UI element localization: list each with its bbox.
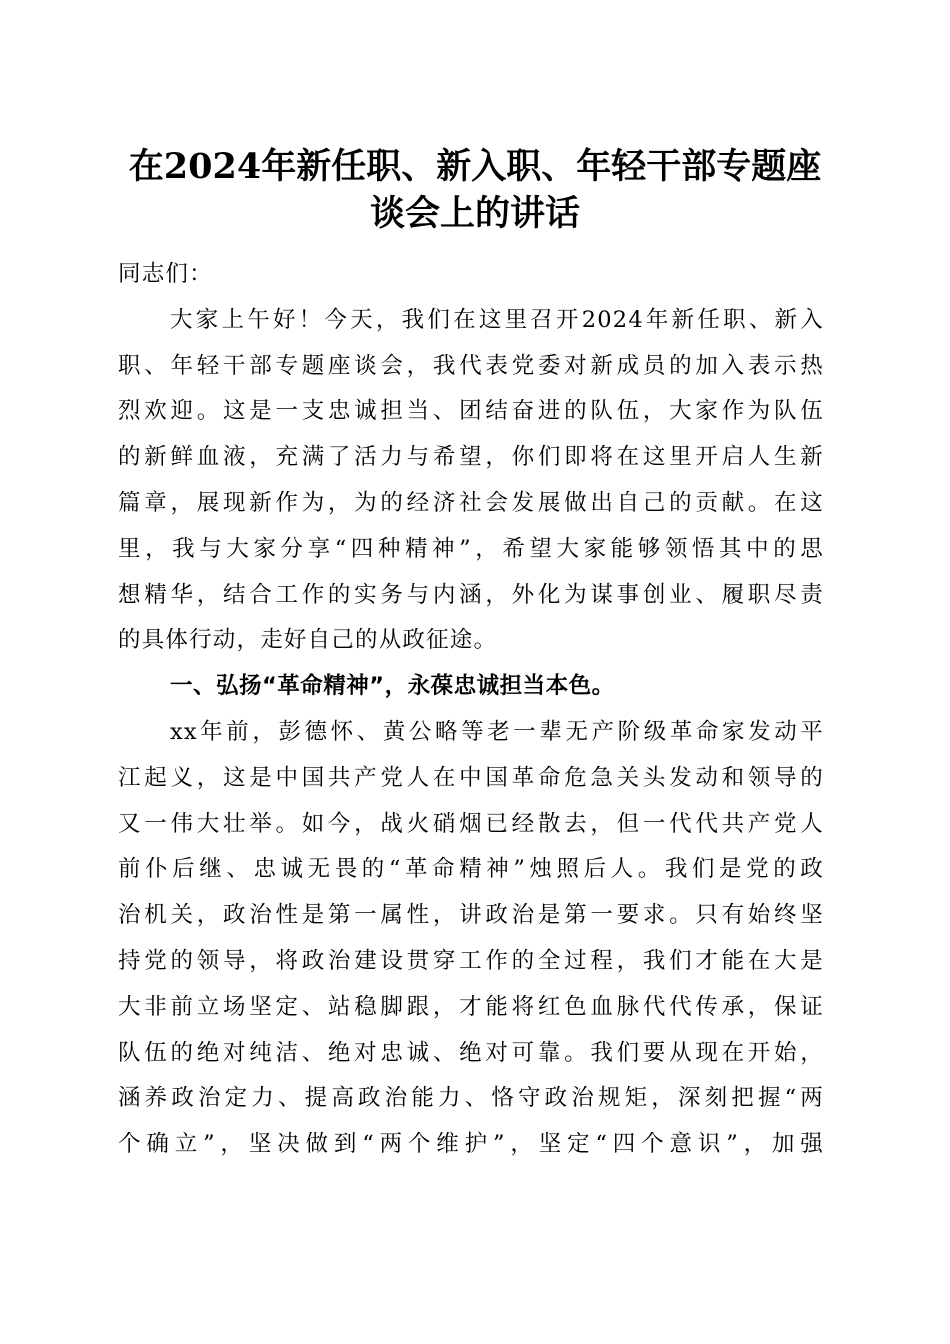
paragraph-opening: [118, 298, 824, 664]
paragraph-line: 大家上午好！今天，我们在这里召开2024年新任职、新入: [170, 306, 824, 333]
paragraph-line: 个确立”，坚决做到“两个维护”，坚定“四个意识”，加强: [118, 1131, 824, 1158]
paragraph-line: 前仆后继、忠诚无畏的“革命精神”烛照后人。我们是党的政: [118, 856, 824, 883]
paragraph-line: 又一伟大壮举。如今，战火硝烟已经散去，但一代代共产党人: [118, 810, 824, 837]
document-body: [118, 252, 824, 1168]
paragraph-line: 江起义，这是中国共产党人在中国革命危急关头发动和领导的: [118, 764, 824, 791]
document-title-line-2: 谈会上的讲话: [369, 193, 580, 234]
paragraph-line: 治机关，政治性是第一属性，讲政治是第一要求。只有始终坚: [118, 902, 824, 929]
paragraph-revolutionary-spirit: [118, 710, 824, 1168]
salutation: 同志们：: [118, 261, 213, 287]
paragraph-line: 职、年轻干部专题座谈会，我代表党委对新成员的加入表示热: [118, 352, 824, 379]
paragraph-line: 里，我与大家分享“四种精神”，希望大家能够领悟其中的思: [118, 535, 824, 562]
paragraph-line: 烈欢迎。这是一支忠诚担当、团结奋进的队伍，大家作为队伍: [118, 398, 824, 425]
paragraph-line: 队伍的绝对纯洁、绝对忠诚、绝对可靠。我们要从现在开始，: [118, 1039, 824, 1066]
document-title-line-1: 在2024年新任职、新入职、年轻干部专题座: [128, 146, 822, 187]
paragraph-line: 涵养政治定力、提高政治能力、恪守政治规矩，深刻把握“两: [118, 1085, 824, 1112]
paragraph-line: xx年前，彭德怀、黄公略等老一辈无产阶级革命家发动平: [170, 718, 824, 745]
paragraph-line: 大非前立场坚定、站稳脚跟，才能将红色血脉代代传承，保证: [118, 993, 824, 1020]
section-heading-1: 一、弘扬“革命精神”，永葆忠诚担当本色。: [170, 673, 615, 700]
paragraph-line: 持党的领导，将政治建设贯穿工作的全过程，我们才能在大是: [118, 947, 824, 974]
paragraph-line: 篇章，展现新作为，为的经济社会发展做出自己的贡献。在这: [118, 489, 824, 516]
paragraph-line: 的具体行动，走好自己的从政征途。: [118, 627, 498, 654]
paragraph-line: 想精华，结合工作的实务与内涵，外化为谋事创业、履职尽责: [118, 581, 824, 608]
paragraph-line: 的新鲜血液，充满了活力与希望，你们即将在这里开启人生新: [118, 444, 824, 471]
